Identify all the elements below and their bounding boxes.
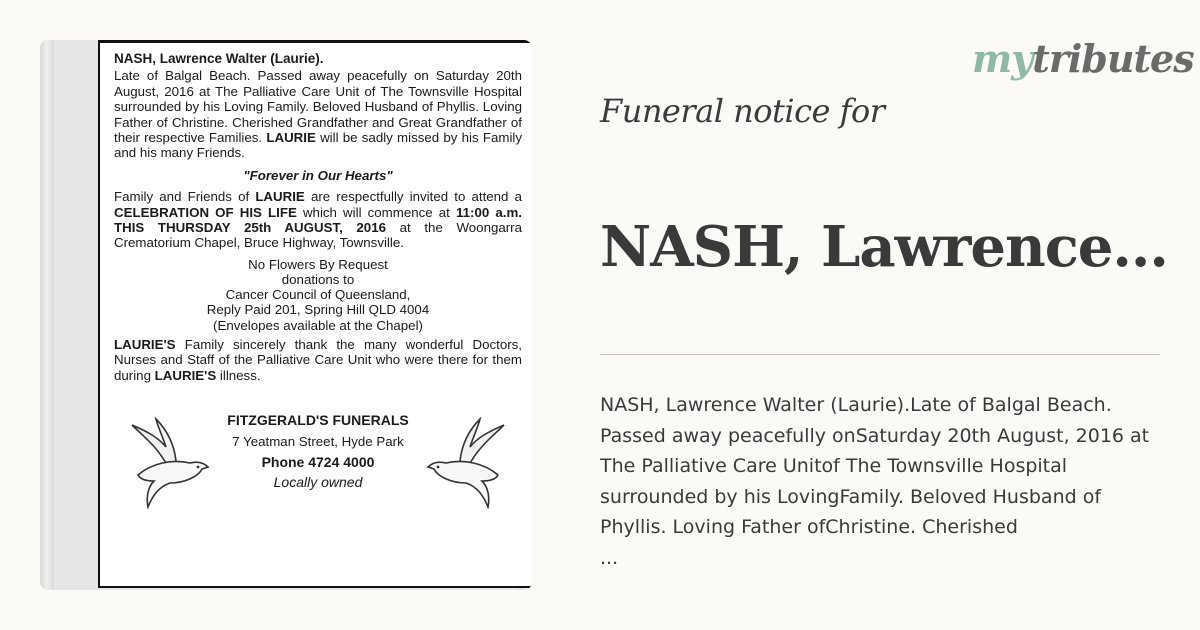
notice-para1-end: will be sadly missed by his Family and his many Friends. xyxy=(114,130,522,161)
notice-para2-bold3: 11:00 a.m. THIS THURSDAY 25th AUGUST, 2016 xyxy=(114,204,522,236)
dove-icon xyxy=(422,417,508,509)
funeral-home-phone: Phone 4724 4000 xyxy=(261,453,375,470)
excerpt-line: surrounded by his LovingFamily. Beloved Husband of xyxy=(600,485,1102,508)
notice-para3-bold2: LAURIE'S xyxy=(154,367,217,383)
notice-para3-b: illness. xyxy=(219,367,261,383)
request-line: No Flowers By Request xyxy=(248,256,388,272)
request-line: Cancer Council of Queensland, xyxy=(225,287,411,303)
funeral-home-block xyxy=(114,409,522,519)
notice-para2-b: are respectfully invited to attend a xyxy=(310,189,522,205)
notice-para2-bold2: CELEBRATION OF HIS LIFE xyxy=(114,204,297,220)
brand-logo-suffix: tributes xyxy=(1032,36,1194,81)
funeral-home-tagline: Locally owned xyxy=(273,474,363,491)
notice-paper xyxy=(98,40,532,588)
notice-para2-bold1: LAURIE xyxy=(255,189,305,205)
divider xyxy=(600,354,1160,355)
notice-excerpt xyxy=(600,390,1180,573)
notice-para2-d: at the Woongarra Crematorium Chapel, Bruce Highway, Townsville. xyxy=(114,220,523,251)
brand-logo-prefix: my xyxy=(972,36,1033,81)
notice-heading: NASH, Lawrence Walter (Laurie). xyxy=(114,51,324,66)
notice-paragraph-2 xyxy=(114,189,522,251)
notice-para3-bold1: LAURIE'S xyxy=(114,336,176,352)
funeral-home-name: FITZGERALD'S FUNERALS xyxy=(227,412,409,429)
frame-edge-left xyxy=(40,40,54,590)
excerpt-line: Phyllis. Loving Father ofChristine. Cherished xyxy=(600,516,1018,538)
notice-image xyxy=(40,40,532,590)
request-line: Reply Paid 201, Spring Hill QLD 4004 xyxy=(206,302,430,318)
notice-para1-text: Late of Balgal Beach. Passed away peacefully on Saturday 20th August, 2016 at The Palliative Care Unit of The Townsville Hospital surrounded by his Loving Family. Beloved Husband of Phyllis. Loving Father of Christine. Cherished Grandfather and Great Grandfather of their respective Families. xyxy=(114,68,522,146)
notice-request-block xyxy=(114,257,522,333)
excerpt-line: Passed away peacefully onSaturday 20th August, 2016 at xyxy=(600,424,1150,447)
notice-para3-a: Family sincerely thank the many wonderful Doctors, Nurses and Staff of the Palliative Care Unit who were there for them during xyxy=(114,336,522,383)
page-title: NASH, Lawrence... xyxy=(600,214,1168,280)
funeral-home-address: 7 Yeatman Street, Hyde Park xyxy=(232,433,404,449)
dove-icon xyxy=(128,417,214,509)
excerpt-line: ... xyxy=(600,546,619,569)
excerpt-line: The Palliative Care Unitof The Townsville Hospital xyxy=(600,455,1068,477)
request-line: donations to xyxy=(281,272,355,288)
notice-quote: "Forever in Our Hearts" xyxy=(243,167,393,183)
page-subtitle: Funeral notice for xyxy=(600,92,885,130)
notice-paragraph-3 xyxy=(114,337,522,383)
excerpt-line: NASH, Lawrence Walter (Laurie).Late of Balgal Beach. xyxy=(600,394,1112,416)
brand-logo[interactable] xyxy=(972,36,1194,88)
notice-para2-c: which will commence at xyxy=(302,204,450,220)
notice-para1-bold: LAURIE xyxy=(266,130,316,146)
notice-paragraph-1 xyxy=(114,68,522,160)
notice-para2-a: Family and Friends of xyxy=(114,189,250,205)
request-line: (Envelopes available at the Chapel) xyxy=(213,317,423,333)
